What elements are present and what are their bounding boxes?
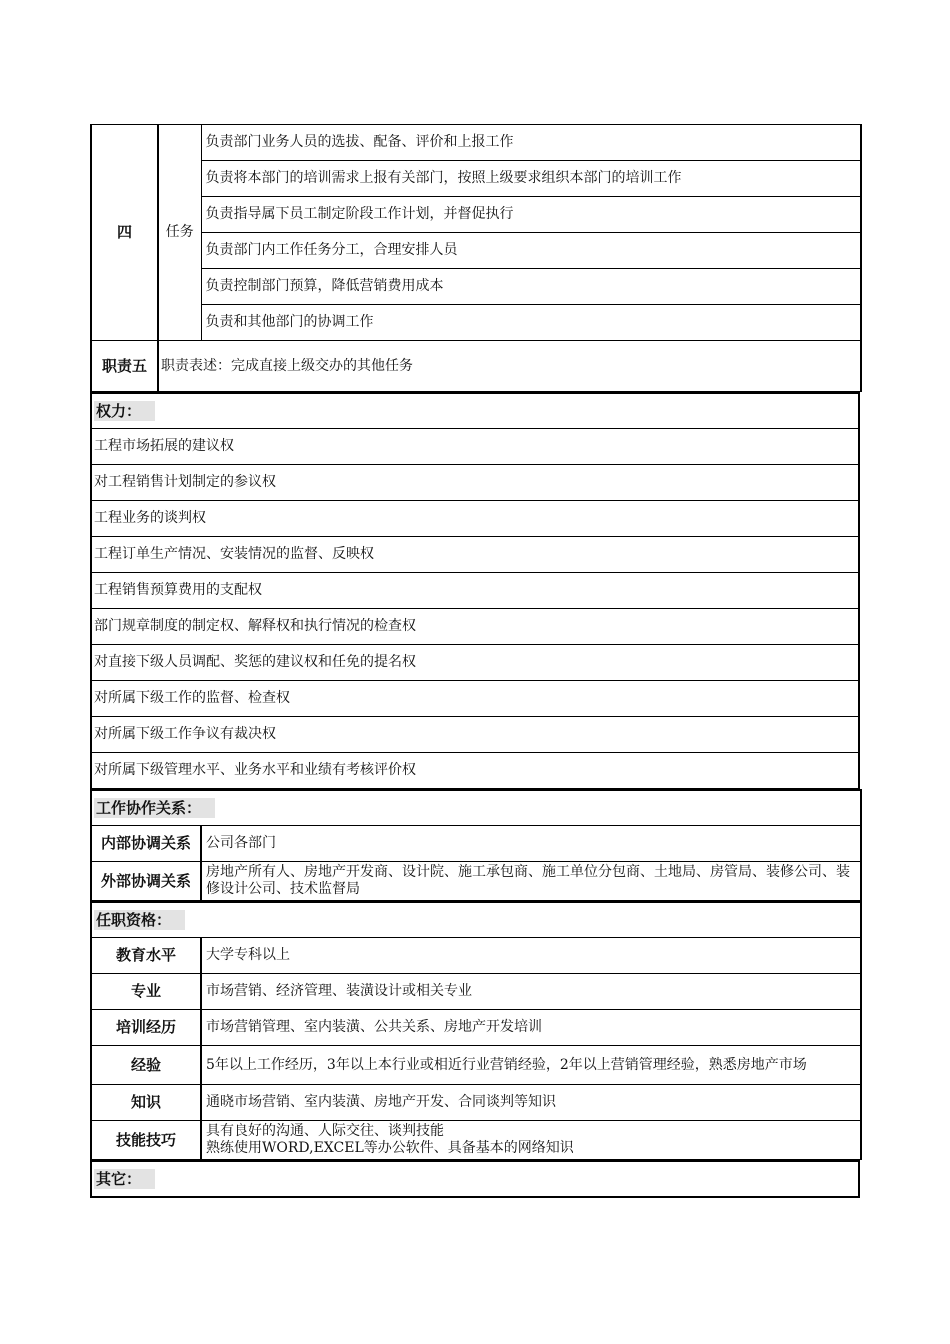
skills-line: 具有良好的沟通、人际交往、谈判技能 (206, 1123, 444, 1139)
powers-title: 权力： (94, 401, 155, 421)
power-item: 部门规章制度的制定权、解释权和执行情况的检查权 (91, 609, 859, 645)
duty-number: 四 (91, 125, 158, 341)
powers-table (90, 392, 860, 789)
training-label: 培训经历 (91, 1010, 201, 1046)
task-item: 负责部门内工作任务分工，合理安排人员 (201, 233, 861, 269)
power-item: 工程订单生产情况、安装情况的监督、反映权 (91, 537, 859, 573)
section-title (91, 1161, 859, 1197)
experience-value: 5年以上工作经历，3年以上本行业或相近行业营销经验，2年以上营销管理经验，熟悉房地产市场 (201, 1046, 861, 1085)
power-item: 对所属下级管理水平、业务水平和业绩有考核评价权 (91, 753, 859, 789)
task-item: 负责和其他部门的协调工作 (201, 305, 861, 341)
education-value: 大学专科以上 (201, 938, 861, 974)
power-item: 工程销售预算费用的支配权 (91, 573, 859, 609)
knowledge-value: 通晓市场营销、室内装潢、房地产开发、合同谈判等知识 (201, 1085, 861, 1121)
power-item: 对所属下级工作争议有裁决权 (91, 717, 859, 753)
task-item: 负责部门业务人员的选拔、配备、评价和上报工作 (201, 125, 861, 161)
section-title (91, 902, 861, 938)
duty-label: 任务 (158, 125, 201, 341)
internal-relations-value: 公司各部门 (201, 826, 861, 862)
major-label: 专业 (91, 974, 201, 1010)
duties-table (90, 124, 862, 392)
major-value: 市场营销、经济管理、装潢设计或相关专业 (201, 974, 861, 1010)
relations-table (90, 789, 862, 901)
task-item: 负责将本部门的培训需求上报有关部门，按照上级要求组织本部门的培训工作 (201, 161, 861, 197)
duty-number: 职责五 (91, 341, 158, 392)
power-item: 对直接下级人员调配、奖惩的建议权和任免的提名权 (91, 645, 859, 681)
power-item: 工程市场拓展的建议权 (91, 429, 859, 465)
section-title (91, 790, 861, 826)
job-description-document (90, 124, 860, 1198)
other-table (90, 1160, 860, 1198)
training-value: 市场营销管理、室内装潢、公共关系、房地产开发培训 (201, 1010, 861, 1046)
task-item: 负责控制部门预算，降低营销费用成本 (201, 269, 861, 305)
skills-value (201, 1121, 861, 1160)
skills-label: 技能技巧 (91, 1121, 201, 1160)
external-relations-value: 房地产所有人、房地产开发商、设计院、施工承包商、施工单位分包商、土地局、房管局、装修公司、装修设计公司、技术监督局 (201, 862, 861, 901)
skills-line: 熟练使用WORD,EXCEL等办公软件、具备基本的网络知识 (206, 1140, 574, 1156)
external-relations-label: 外部协调关系 (91, 862, 201, 901)
power-item: 工程业务的谈判权 (91, 501, 859, 537)
qualifications-title: 任职资格： (94, 910, 185, 930)
other-title: 其它： (94, 1169, 155, 1189)
duty-description: 职责表述：完成直接上级交办的其他任务 (158, 341, 861, 392)
relations-title: 工作协作关系： (94, 798, 215, 818)
section-title (91, 393, 859, 429)
qualifications-table (90, 901, 862, 1160)
experience-label: 经验 (91, 1046, 201, 1085)
knowledge-label: 知识 (91, 1085, 201, 1121)
education-label: 教育水平 (91, 938, 201, 974)
internal-relations-label: 内部协调关系 (91, 826, 201, 862)
power-item: 对工程销售计划制定的参议权 (91, 465, 859, 501)
task-item: 负责指导属下员工制定阶段工作计划，并督促执行 (201, 197, 861, 233)
power-item: 对所属下级工作的监督、检查权 (91, 681, 859, 717)
